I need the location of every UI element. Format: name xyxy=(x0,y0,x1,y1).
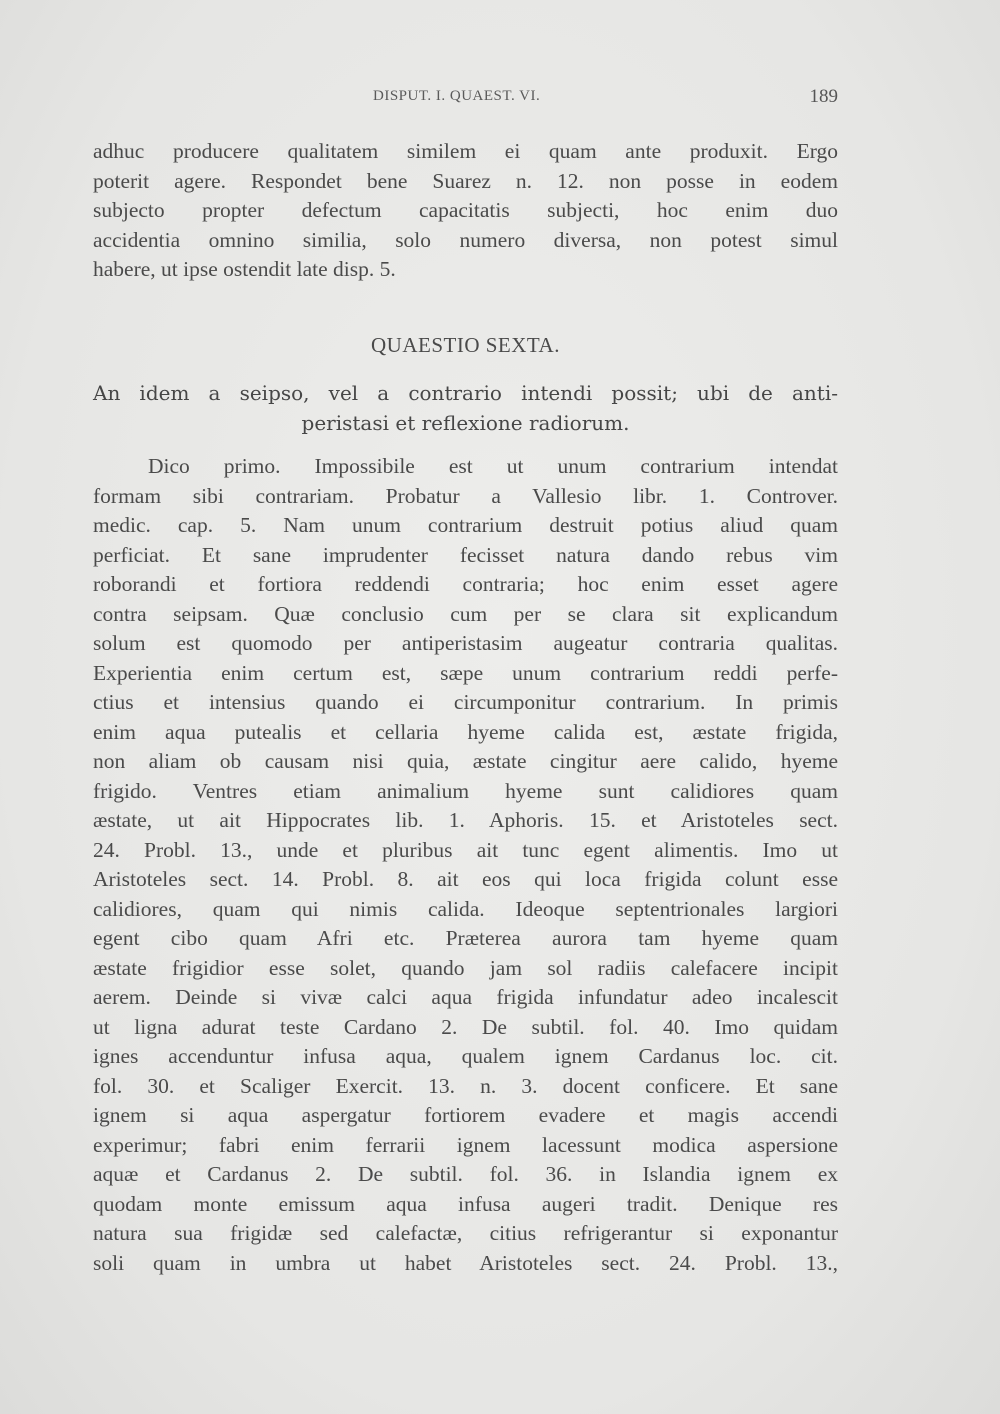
text-line: Dico primo. Impossibile est ut unum contrarium intendat xyxy=(148,454,838,478)
text-line: roborandi et fortiora reddendi contraria; hoc enim esset agere xyxy=(93,572,838,596)
text-line: aerem. Deinde si vivæ calci aqua frigida infundatur adeo incalescit xyxy=(93,985,838,1009)
text-line: calidiores, quam qui nimis calida. Ideoque septentrionales largiori xyxy=(93,896,838,921)
text-line: ignem si aqua aspergatur fortiorem evadere et magis accendi xyxy=(93,1103,838,1127)
text-line: experimur; fabri enim ferrarii ignem lacessunt modica aspersione xyxy=(93,1132,838,1157)
text-line: egent cibo quam Afri etc. Præterea aurora tam hyeme quam xyxy=(93,926,838,950)
text-line: æstate frigidior esse solet, quando jam sol radiis calefacere incipit xyxy=(93,955,838,980)
text-line: solum est quomodo per antiperistasim augeatur contraria qualitas. xyxy=(93,631,838,655)
text-line: Experientia enim certum est, sæpe unum contrarium reddi perfe- xyxy=(93,660,838,685)
text-line: Aristoteles sect. 14. Probl. 8. ait eos qui loca frigida colunt esse xyxy=(93,867,838,891)
running-head: DISPUT. I. QUAEST. VI. xyxy=(373,88,541,104)
text-line: fol. 30. et Scaliger Exercit. 13. n. 3. docent conficere. Et sane xyxy=(93,1073,838,1098)
text-line: ctius et intensius quando ei circumponitur contrarium. In primis xyxy=(93,690,838,714)
question-line: An idem a seipso, vel a contrario intendi possit; ubi de anti- xyxy=(93,381,838,405)
text-line: quodam monte emissum aqua infusa augeri tradit. Denique res xyxy=(93,1191,838,1216)
page-header xyxy=(93,88,838,114)
text-line: ignes accenduntur infusa aqua, qualem ignem Cardanus loc. cit. xyxy=(93,1044,838,1068)
text-line: subjecto propter defectum capacitatis subjecti, hoc enim duo xyxy=(93,198,838,222)
question-line: peristasi et reflexione radiorum. xyxy=(301,411,630,435)
text-line: perficiat. Et sane imprudenter fecisset natura dando rebus vim xyxy=(93,542,838,567)
text-line: æstate, ut ait Hippocrates lib. 1. Aphoris. 15. et Aristoteles sect. xyxy=(93,808,838,832)
text-line: non aliam ob causam nisi quia, æstate cingitur aere calido, hyeme xyxy=(93,749,838,773)
text-line: habere, ut ipse ostendit late disp. 5. xyxy=(93,257,396,281)
text-line: poterit agere. Respondet bene Suarez n. 12. non posse in eodem xyxy=(93,168,838,193)
paragraph-continuation xyxy=(93,137,838,285)
text-line: medic. cap. 5. Nam unum contrarium destruit potius aliud quam xyxy=(93,513,838,537)
text-line: formam sibi contrariam. Probatur a Vallesio libr. 1. Controver. xyxy=(93,483,838,508)
text-line: ut ligna adurat teste Cardano 2. De subtil. fol. 40. Imo quidam xyxy=(93,1014,838,1039)
text-line: frigido. Ventres etiam animalium hyeme sunt calidiores quam xyxy=(93,778,838,803)
text-line: accidentia omnino similia, solo numero diversa, non potest simul xyxy=(93,227,838,252)
text-line: enim aqua putealis et cellaria hyeme calida est, æstate frigida, xyxy=(93,719,838,744)
text-line: natura sua frigidæ sed calefactæ, citius refrigerantur si exponantur xyxy=(93,1221,838,1245)
section-heading: QUAESTIO SEXTA. xyxy=(371,333,560,357)
page-number: 189 xyxy=(809,86,838,107)
text-line: soli quam in umbra ut habet Aristoteles sect. 24. Probl. 13., xyxy=(93,1250,838,1275)
text-line: aquæ et Cardanus 2. De subtil. fol. 36. in Islandia ignem ex xyxy=(93,1162,838,1186)
text-line: contra seipsam. Quæ conclusio cum per se clara sit explicandum xyxy=(93,601,838,626)
text-line: 24. Probl. 13., unde et pluribus ait tunc egent alimentis. Imo ut xyxy=(93,837,838,862)
text-line: adhuc producere qualitatem similem ei quam ante produxit. Ergo xyxy=(93,139,838,163)
question-title xyxy=(93,378,838,438)
paragraph-dico-primo xyxy=(93,452,838,1278)
